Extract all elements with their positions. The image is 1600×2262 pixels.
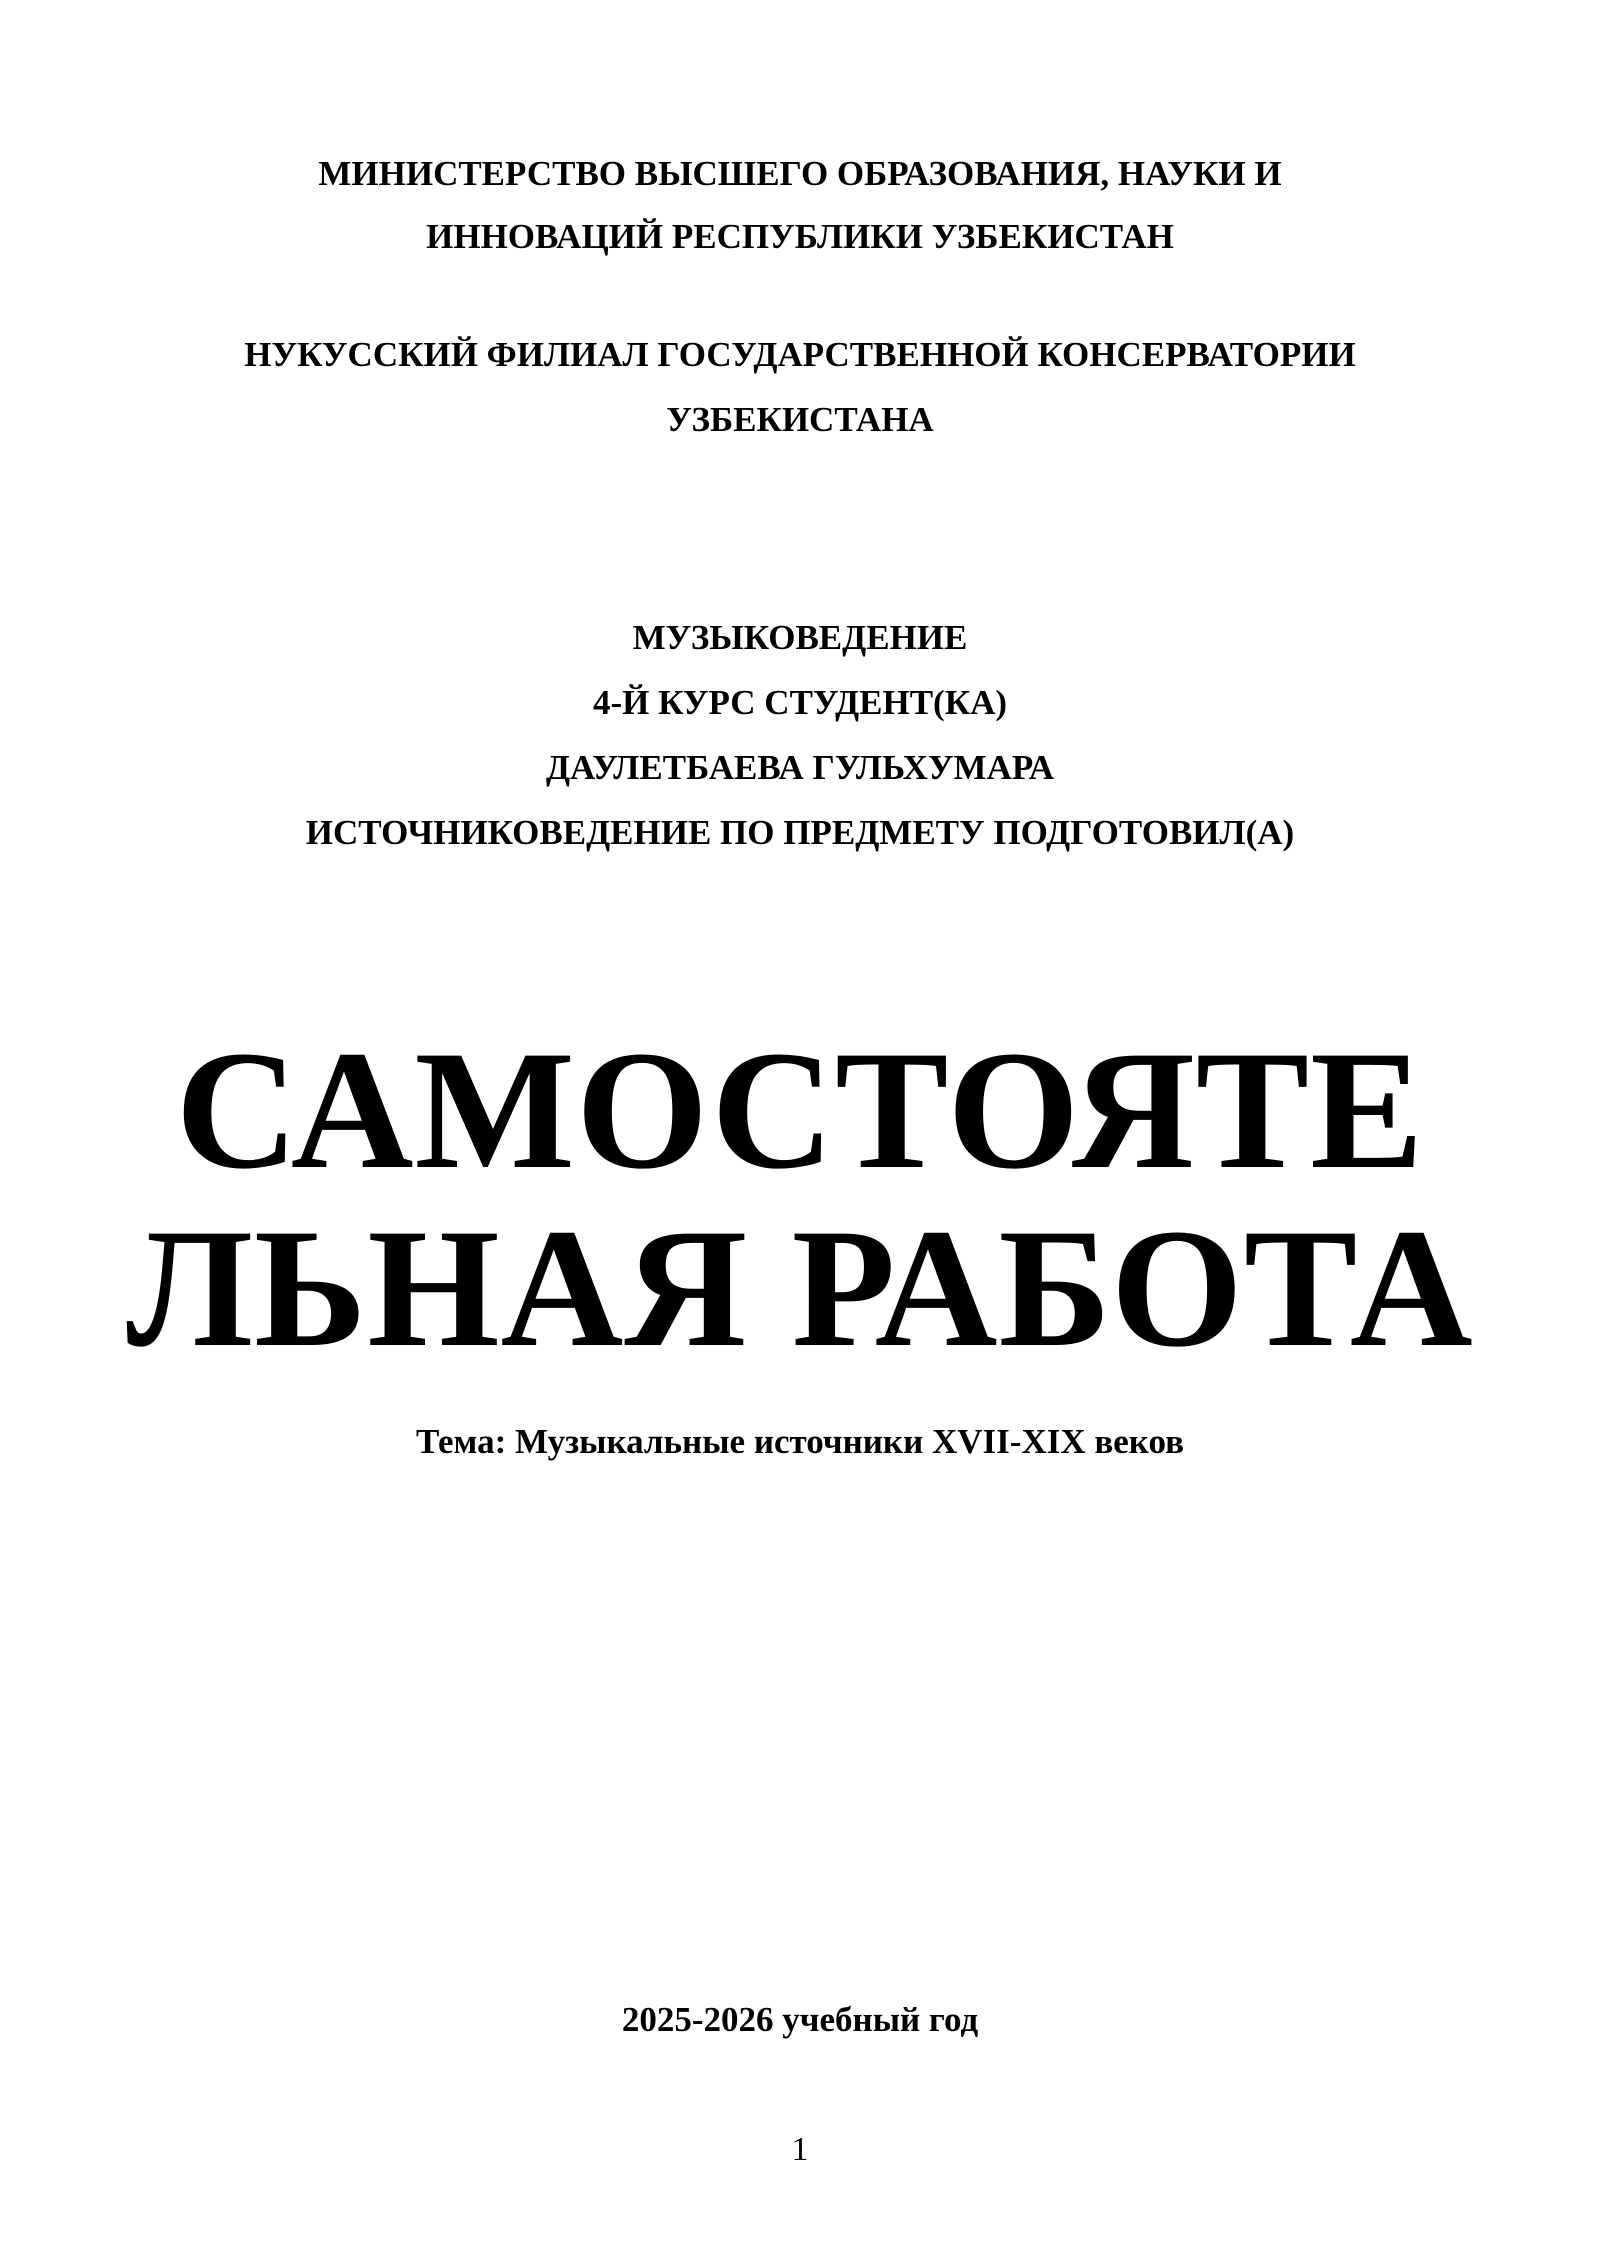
academic-year: 2025-2026 учебный год xyxy=(621,2000,979,2039)
course: 4-Й КУРС СТУДЕНТ(КА) xyxy=(592,683,1008,722)
work-title-line-1: САМОСТОЯТЕ xyxy=(175,1016,1425,1204)
specialty: МУЗЫКОВЕДЕНИЕ xyxy=(632,618,968,657)
ministry-line-1: МИНИСТЕРСТВО ВЫСШЕГО ОБРАЗОВАНИЯ, НАУКИ И xyxy=(318,154,1282,193)
institution-line-2: УЗБЕКИСТАНА xyxy=(666,400,934,439)
page-number: 1 xyxy=(791,2131,809,2168)
institution-line-1: НУКУССКИЙ ФИЛИАЛ ГОСУДАРСТВЕННОЙ КОНСЕРВАТОРИИ xyxy=(244,335,1356,374)
ministry-line-2: ИННОВАЦИЙ РЕСПУБЛИКИ УЗБЕКИСТАН xyxy=(426,217,1174,256)
topic: Тема: Музыкальные источники XVII-XIX веков xyxy=(415,1422,1185,1461)
student-name: ДАУЛЕТБАЕВА ГУЛЬХУМАРА xyxy=(545,748,1055,787)
subject: ИСТОЧНИКОВЕДЕНИЕ ПО ПРЕДМЕТУ ПОДГОТОВИЛ(А) xyxy=(305,813,1295,852)
work-title-line-2: ЛЬНАЯ РАБОТА xyxy=(126,1194,1474,1382)
